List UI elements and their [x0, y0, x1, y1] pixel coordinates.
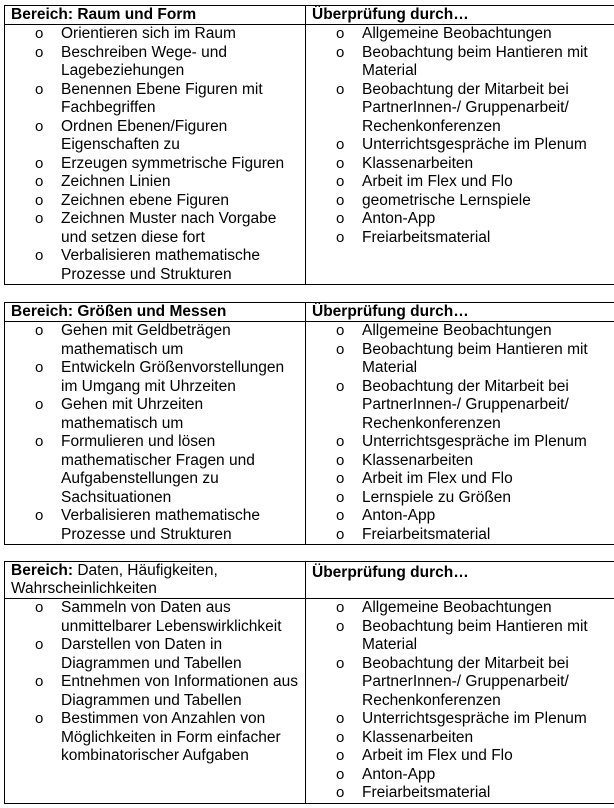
list-item-text: Beobachtung der Mitarbeit bei PartnerInnen-/ Gruppenarbeit/ Rechenkonferenzen: [362, 80, 569, 135]
bullet-icon: o: [35, 507, 44, 524]
table-body-row: [5, 322, 614, 545]
header-cell-ueberpruefung: Überprüfung durch…: [306, 303, 614, 322]
list-item: [35, 636, 301, 673]
list-item-text: Anton-App: [362, 765, 436, 783]
table-groessen-und-messen: [4, 302, 614, 545]
list-item: [336, 210, 613, 229]
list-item-text: Anton-App: [362, 210, 436, 227]
list-item-text: Verbalisieren mathematische Prozesse und Strukturen: [61, 247, 261, 283]
list-item: [336, 155, 613, 174]
list-item: [336, 599, 613, 618]
list-item-text: Freiarbeitsmaterial: [362, 784, 491, 801]
list-item-text: Freiarbeitsmaterial: [362, 228, 491, 246]
bereich-title: Bereich: Raum und Form: [11, 6, 197, 23]
list-item-text: Ordnen Ebenen/Figuren Eigenschaften zu: [61, 117, 228, 153]
bullet-icon: o: [336, 470, 345, 487]
table-raum-und-form: [4, 5, 614, 285]
header-cell-bereich: [5, 562, 306, 599]
list-item: [35, 396, 301, 433]
list-item: [336, 784, 613, 803]
bullet-icon: o: [336, 654, 345, 672]
competence-cell: [5, 25, 306, 285]
list-item: [336, 618, 613, 655]
list-item: [35, 173, 301, 192]
list-item-text: Allgemeine Beobachtungen: [362, 25, 552, 42]
list-item-text: Klassenarbeiten: [362, 451, 474, 469]
list-item-text: Beobachtung beim Hantieren mit Material: [362, 617, 588, 653]
list-item: [336, 322, 613, 341]
bullet-icon: o: [35, 25, 44, 42]
list-item-text: Unterrichtsgespräche im Plenum: [362, 433, 587, 450]
bullet-icon: o: [336, 433, 345, 450]
bullet-icon: o: [336, 210, 345, 227]
bullet-icon: o: [336, 525, 345, 543]
list-item-text: Darstellen von Daten in Diagrammen und Tabellen: [61, 636, 242, 672]
bullet-icon: o: [336, 43, 345, 61]
bullet-icon: o: [336, 80, 345, 98]
list-item-text: Gehen mit Geldbeträgen mathematisch um: [61, 322, 231, 358]
bullet-icon: o: [336, 451, 345, 469]
list-item-text: Arbeit im Flex und Flo: [362, 470, 513, 487]
list-item-text: Klassenarbeiten: [362, 154, 474, 172]
list-item-text: Beobachtung der Mitarbeit bei PartnerInnen-/ Gruppenarbeit/ Rechenkonferenzen: [362, 654, 569, 709]
list-item: [336, 655, 613, 711]
table-header-row: [5, 6, 614, 25]
list-item: [336, 433, 613, 452]
list-item-text: Zeichnen Linien: [61, 173, 171, 190]
bullet-icon: o: [336, 784, 345, 801]
list-item-text: Freiarbeitsmaterial: [362, 525, 491, 543]
bullet-icon: o: [35, 43, 44, 61]
list-item-text: Zeichnen Muster nach Vorgabe und setzen diese fort: [61, 210, 277, 246]
list-item: [336, 747, 613, 766]
list-item: [336, 136, 613, 155]
list-item-text: Entnehmen von Informationen aus Diagrammen und Tabellen: [61, 673, 298, 709]
competence-list: [11, 322, 301, 544]
list-item-text: Beobachtung beim Hantieren mit Material: [362, 340, 588, 376]
list-item-text: Allgemeine Beobachtungen: [362, 322, 552, 339]
bullet-icon: o: [336, 710, 345, 727]
list-item-text: Erzeugen symmetrische Figuren: [61, 154, 285, 172]
list-item-text: Sammeln von Daten aus unmittelbarer Lebenswirklichkeit: [61, 599, 282, 635]
header-cell-bereich: [5, 6, 306, 25]
bullet-icon: o: [336, 747, 345, 764]
bullet-icon: o: [35, 322, 44, 339]
table-body-row: [5, 599, 614, 804]
list-item-text: Unterrichtsgespräche im Plenum: [362, 136, 587, 153]
list-item-text: Entwickeln Größenvorstellungen im Umgang mit Uhrzeiten: [61, 359, 285, 395]
bullet-icon: o: [336, 173, 345, 190]
list-item: [35, 247, 301, 284]
assessment-list: [312, 322, 613, 544]
bereich-title: Bereich:: [11, 562, 74, 579]
list-item: [336, 766, 613, 785]
bullet-icon: o: [336, 322, 345, 339]
list-item-text: Allgemeine Beobachtungen: [362, 599, 552, 616]
bullet-icon: o: [336, 488, 345, 506]
list-item: [336, 489, 613, 508]
bullet-icon: o: [35, 673, 44, 690]
bullet-icon: o: [35, 154, 44, 172]
bullet-icon: o: [35, 636, 44, 653]
list-item: [336, 729, 613, 748]
bullet-icon: o: [336, 228, 345, 246]
list-item: [336, 470, 613, 489]
list-item: [35, 118, 301, 155]
bullet-icon: o: [35, 359, 44, 376]
bullet-icon: o: [336, 154, 345, 172]
list-item: [35, 81, 301, 118]
competence-cell: [5, 599, 306, 804]
header-cell-ueberpruefung: Überprüfung durch…: [306, 6, 614, 25]
list-item: [35, 599, 301, 636]
list-item: [35, 710, 301, 766]
list-item: [35, 210, 301, 247]
list-item: [336, 341, 613, 378]
list-item-text: Gehen mit Uhrzeiten mathematisch um: [61, 396, 204, 432]
list-item-text: Lernspiele zu Größen: [362, 488, 512, 506]
bullet-icon: o: [35, 433, 44, 450]
list-item: [336, 173, 613, 192]
bullet-icon: o: [336, 25, 345, 42]
competence-cell: [5, 322, 306, 545]
list-item: [336, 229, 613, 248]
list-item-text: Bestimmen von Anzahlen von Möglichkeiten in Form einfacher kombinatorischer Aufgaben: [61, 710, 281, 764]
bullet-icon: o: [35, 80, 44, 98]
list-item: [35, 673, 301, 710]
list-item-text: Benennen Ebene Figuren mit Fachbegriffen: [61, 80, 263, 116]
bullet-icon: o: [336, 765, 345, 783]
list-item: [35, 433, 301, 507]
bereich-title-rest: Daten, Häufigkeiten, Wahrscheinlichkeiten: [11, 562, 218, 597]
table-header-row: [5, 562, 614, 599]
table-header-row: [5, 303, 614, 322]
list-item-text: Beobachtung beim Hantieren mit Material: [362, 43, 588, 79]
list-item: [336, 452, 613, 471]
assessment-cell: [306, 322, 614, 545]
list-item: [35, 322, 301, 359]
list-item: [35, 155, 301, 174]
list-item: [35, 507, 301, 544]
list-item-text: Klassenarbeiten: [362, 728, 474, 746]
assessment-list: [312, 25, 613, 247]
assessment-cell: [306, 25, 614, 285]
bullet-icon: o: [336, 617, 345, 635]
bullet-icon: o: [336, 377, 345, 395]
bullet-icon: o: [35, 191, 44, 209]
list-item: [336, 81, 613, 137]
bullet-icon: o: [336, 507, 345, 524]
list-item-text: Beschreiben Wege- und Lagebeziehungen: [61, 43, 228, 79]
list-item: [336, 526, 613, 545]
list-item: [336, 378, 613, 434]
list-item-text: Unterrichtsgespräche im Plenum: [362, 710, 587, 727]
assessment-list: [312, 599, 613, 803]
bullet-icon: o: [336, 191, 345, 209]
bullet-icon: o: [336, 599, 345, 616]
list-item: [35, 192, 301, 211]
list-item: [336, 710, 613, 729]
bullet-icon: o: [35, 396, 44, 413]
bullet-icon: o: [336, 136, 345, 153]
bullet-icon: o: [336, 728, 345, 746]
table-daten-haeufigkeiten: [4, 561, 614, 804]
bullet-icon: o: [35, 173, 44, 190]
list-item-text: Beobachtung der Mitarbeit bei PartnerInnen-/ Gruppenarbeit/ Rechenkonferenzen: [362, 377, 569, 432]
list-item-text: Arbeit im Flex und Flo: [362, 173, 513, 190]
list-item-text: Anton-App: [362, 507, 436, 524]
list-item-text: Formulieren und lösen mathematischer Fragen und Aufgabenstellungen zu Sachsituationen: [61, 433, 255, 506]
bereich-title: Bereich: Größen und Messen: [11, 303, 227, 320]
list-item-text: geometrische Lernspiele: [362, 191, 531, 209]
bullet-icon: o: [35, 710, 44, 727]
header-cell-ueberpruefung: Überprüfung durch…: [306, 562, 614, 599]
competence-list: [11, 25, 301, 284]
list-item: [336, 507, 613, 526]
bullet-icon: o: [35, 210, 44, 227]
list-item: [35, 359, 301, 396]
bullet-icon: o: [35, 599, 44, 616]
list-item-text: Orientieren sich im Raum: [61, 25, 236, 42]
assessment-cell: [306, 599, 614, 804]
bullet-icon: o: [336, 340, 345, 358]
list-item-text: Arbeit im Flex und Flo: [362, 747, 513, 764]
header-cell-bereich: [5, 303, 306, 322]
bullet-icon: o: [35, 117, 44, 135]
list-item-text: Verbalisieren mathematische Prozesse und Strukturen: [61, 507, 261, 543]
list-item-text: Zeichnen ebene Figuren: [61, 191, 230, 209]
list-item: [336, 25, 613, 44]
list-item: [35, 25, 301, 44]
competence-list: [11, 599, 301, 766]
list-item: [336, 192, 613, 211]
bullet-icon: o: [35, 247, 44, 264]
list-item: [35, 44, 301, 81]
table-body-row: [5, 25, 614, 285]
list-item: [336, 44, 613, 81]
